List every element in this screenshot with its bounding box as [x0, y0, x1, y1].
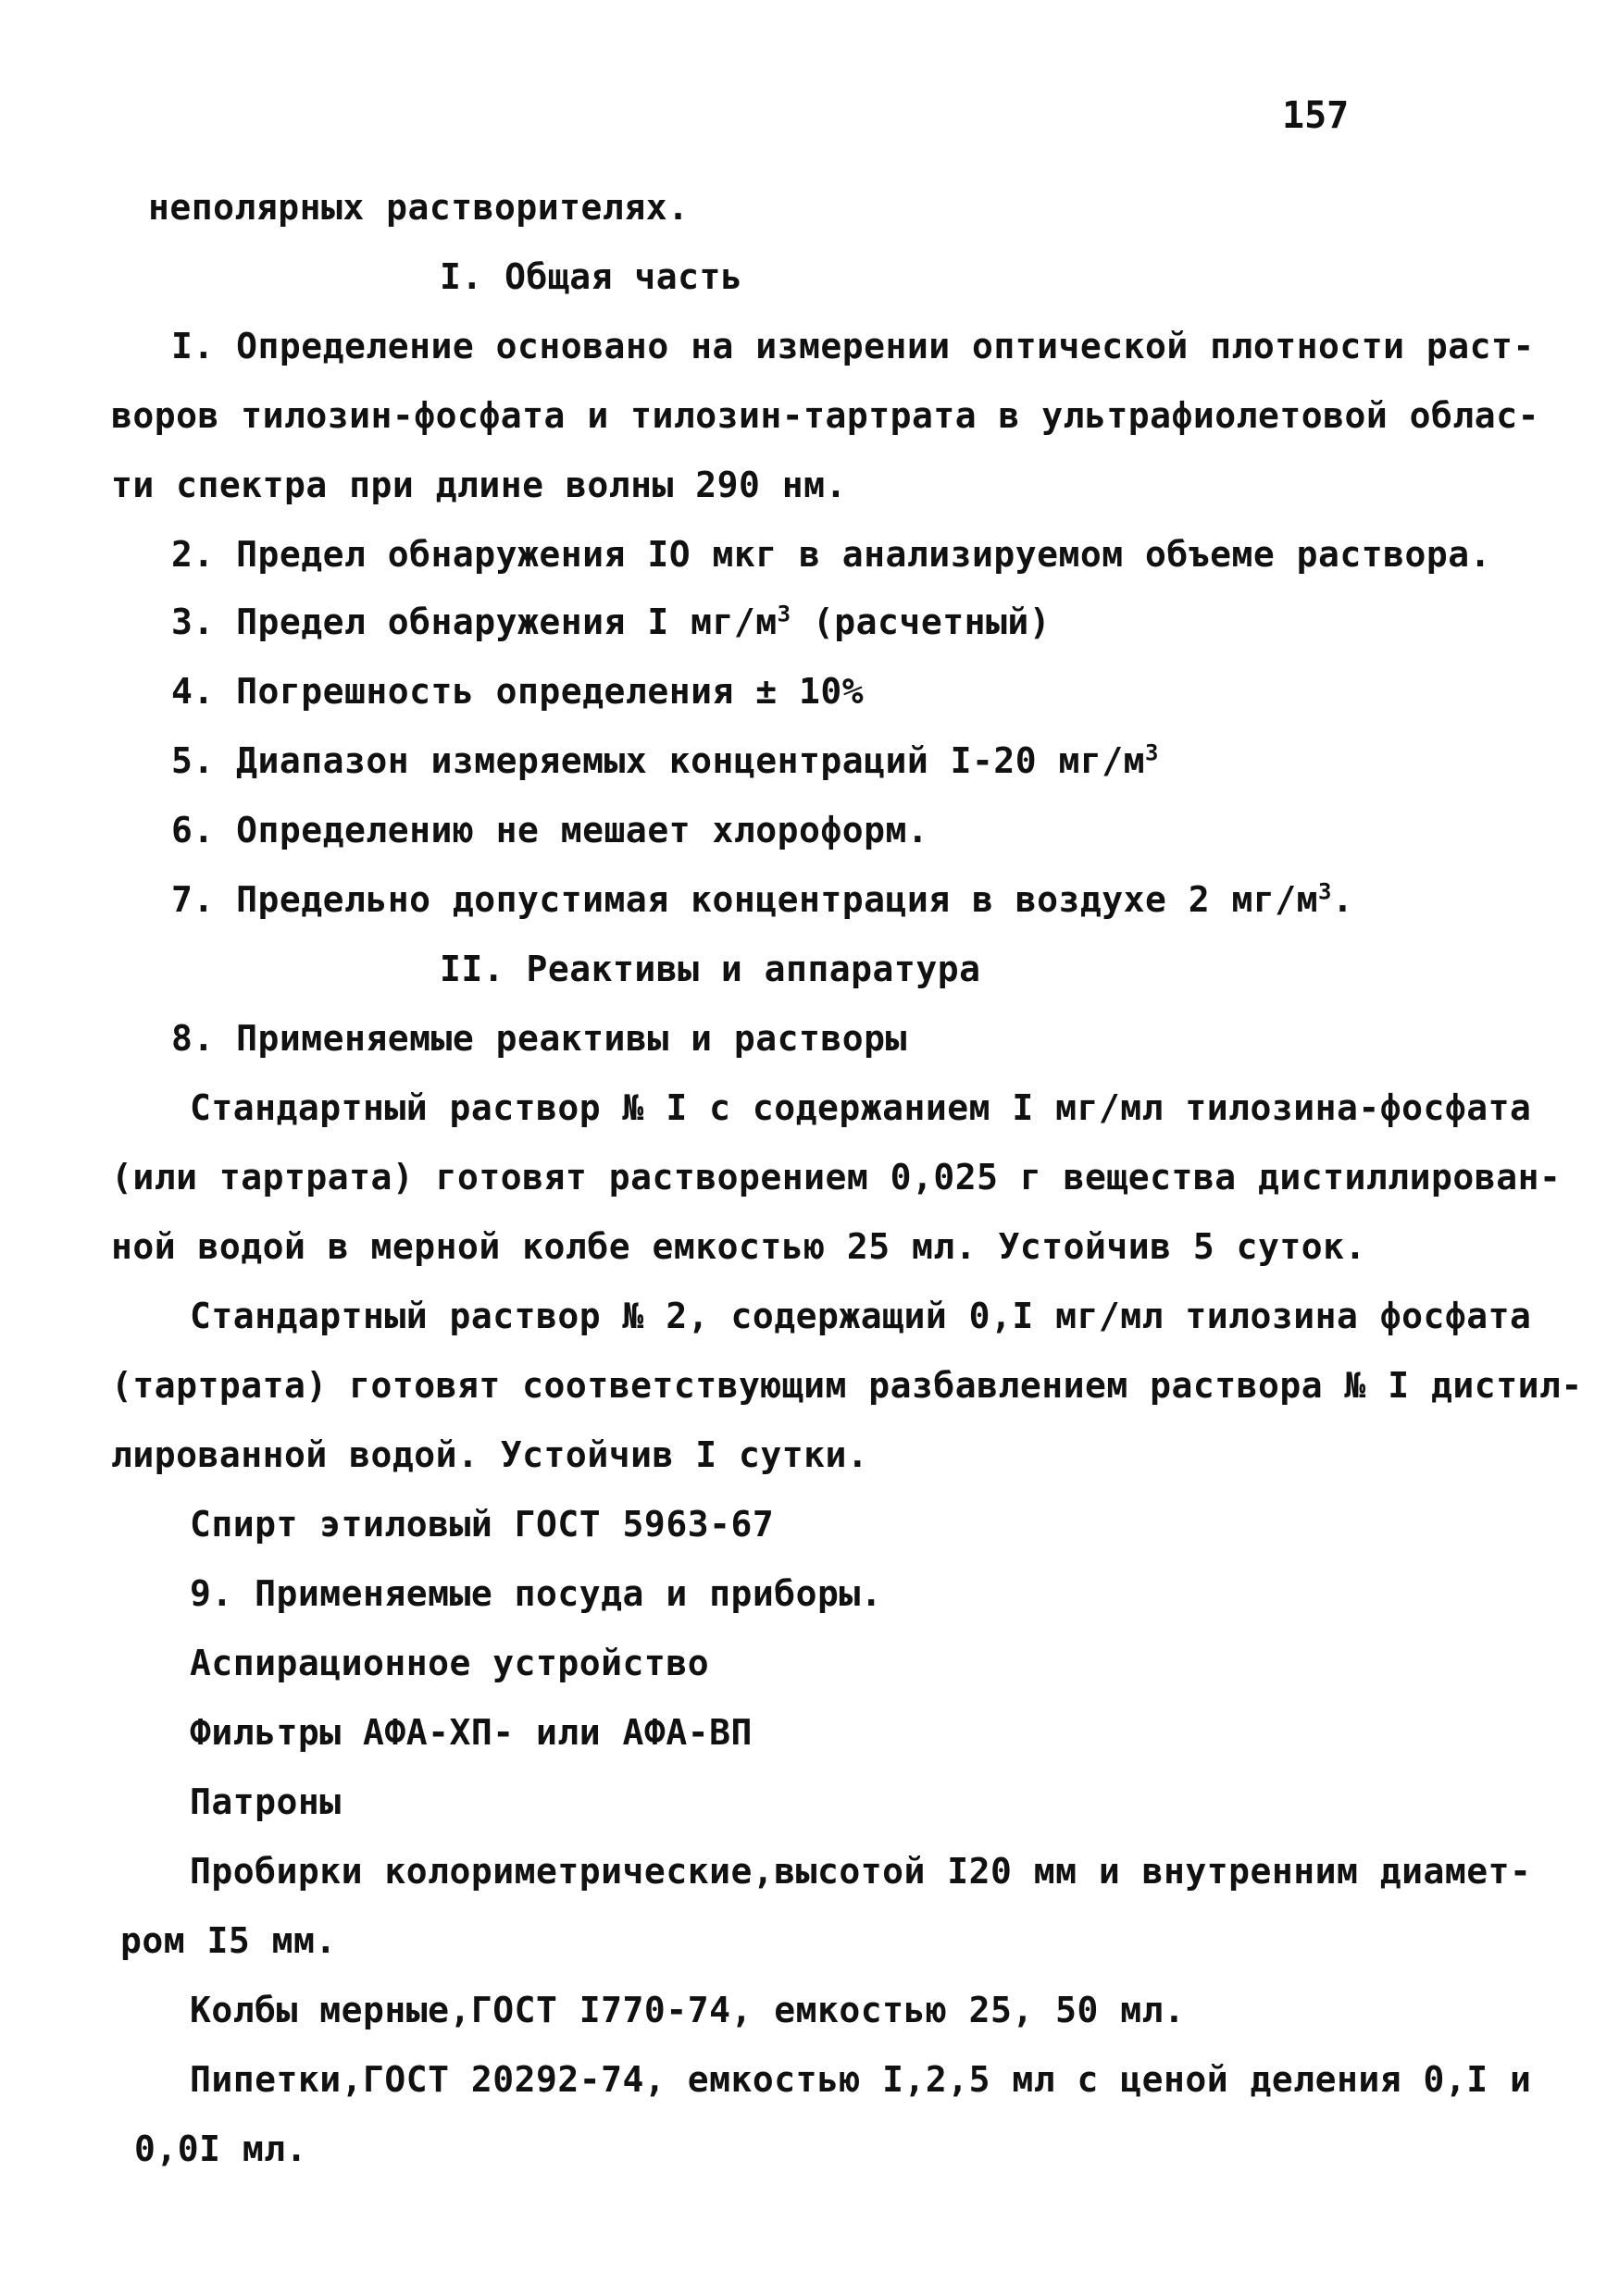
- text-line: Фильтры АФА-ХП- или АФА-ВП: [190, 1712, 753, 1753]
- text-line: (или тартрата) готовят растворением 0,025 г вещества дистиллирован-: [111, 1157, 1562, 1198]
- text-line: неполярных растворителях.: [148, 187, 690, 228]
- text-line: I. Определение основано на измерении оптической плотности раст-: [171, 326, 1535, 366]
- superscript: 3: [1318, 878, 1332, 905]
- text-line: Спирт этиловый ГОСТ 5963-67: [190, 1504, 775, 1545]
- page-number: 157: [1282, 94, 1350, 137]
- text-line: Аспирационное устройство: [190, 1643, 710, 1683]
- text-line: ром I5 мм.: [120, 1920, 337, 1961]
- text-line: 4. Погрешность определения ± 10%: [171, 671, 865, 712]
- text-line: Стандартный раствор № I с содержанием I мг/мл тилозина-фосфата: [190, 1087, 1532, 1128]
- text-line: Пипетки,ГОСТ 20292-74, емкостью I,2,5 мл с ценой деления 0,I и: [190, 2059, 1532, 2100]
- text-line: Стандартный раствор № 2, содержащий 0,I мг/мл тилозина фосфата: [190, 1296, 1532, 1336]
- superscript: 3: [777, 601, 791, 627]
- text-line: Колбы мерные,ГОСТ I770-74, емкостью 25, 50 мл.: [190, 1990, 1186, 2030]
- section-heading-general: I. Общая часть: [440, 256, 743, 297]
- text-line: [171, 738, 1159, 783]
- text-line: ной водой в мерной колбе емкостью 25 мл. Устойчив 5 суток.: [111, 1226, 1366, 1267]
- text-line: 8. Применяемые реактивы и растворы: [171, 1018, 907, 1059]
- text-line: 2. Предел обнаружения IO мкг в анализируемом объеме раствора.: [171, 534, 1492, 575]
- text-line: Пробирки колориметрические,высотой I20 мм и внутренним диамет-: [190, 1851, 1532, 1892]
- text-fragment: (расчетный): [791, 602, 1052, 642]
- text-fragment: 7. Предельно допустимая концентрация в воздухе 2 мг/м: [171, 879, 1319, 920]
- text-line: (тартрата) готовят соответствующим разбавлением раствора № I дистил-: [111, 1365, 1583, 1406]
- text-line: 9. Применяемые посуда и приборы.: [190, 1573, 883, 1614]
- section-heading-reagents: II. Реактивы и аппаратура: [440, 949, 981, 989]
- text-fragment: 5. Диапазон измеряемых концентраций I-20 мг/м: [171, 740, 1146, 781]
- text-line: воров тилозин-фосфата и тилозин-тартрата в ультрафиолетовой облас-: [111, 395, 1539, 436]
- text-fragment: 3. Предел обнаружения I мг/м: [171, 602, 778, 642]
- text-line: ти спектра при длине волны 290 нм.: [111, 465, 847, 505]
- text-line: 0,0I мл.: [134, 2128, 308, 2169]
- text-line: лированной водой. Устойчив I сутки.: [111, 1434, 869, 1475]
- text-line: [171, 877, 1353, 922]
- text-line: 6. Определению не мешает хлороформ.: [171, 810, 929, 850]
- text-line: [171, 600, 1051, 644]
- text-fragment: .: [1331, 879, 1354, 920]
- superscript: 3: [1145, 739, 1159, 766]
- text-line: Патроны: [190, 1781, 342, 1822]
